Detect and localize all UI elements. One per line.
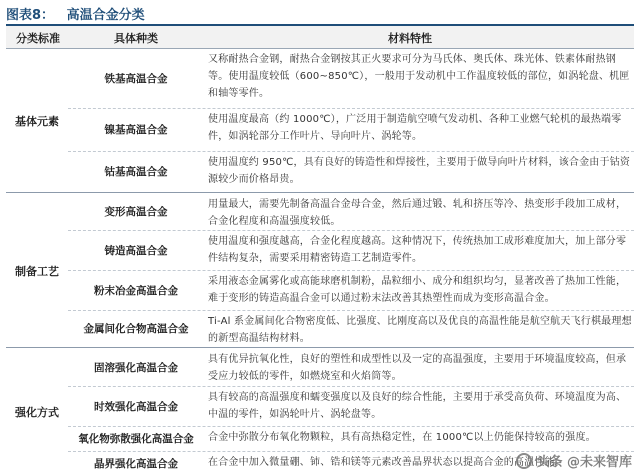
table-row (68, 108, 634, 152)
table-row (68, 426, 634, 452)
alloy-type: 镍基高温合金 (104, 124, 168, 136)
table-row (68, 230, 634, 271)
alloy-type: 固溶强化高温合金 (94, 361, 178, 374)
alloy-type: 铁基高温合金 (104, 72, 168, 85)
watermark (516, 451, 632, 470)
alloy-type: 氧化物弥散强化高温合金 (78, 433, 194, 445)
header-category: 分类标准 (16, 32, 60, 45)
alloy-properties: 使用温度和强度越高，合金化程度越高。这种情况下，传统热加工成形难度加大，加上部分零件结构复杂，需要采用精密铸造工艺制造零件。 (208, 236, 627, 264)
table-row (68, 310, 634, 347)
figure-title: 高温合金分类 (66, 8, 145, 23)
alloy-properties: Ti-Al 系金属间化合物密度低、比强度、比刚度高以及优良的高温性能是航空航天飞行棋最理想的新型高温结构材料。 (208, 316, 632, 344)
category-preparation: 制备工艺 (15, 264, 59, 278)
alloy-properties: 用量最大，需要先制备高温合金母合金，然后通过锻、轧和挤压等冷、热变形手段加工成材，合金化程度和高温强度较低。 (208, 199, 627, 227)
alloy-type: 晶界强化高温合金 (94, 458, 178, 470)
table-header (6, 26, 634, 49)
watermark-text: 头条 @未来智库 (536, 455, 632, 470)
alloy-properties: 合金中弥散分布氧化物颗粒，具有高热稳定性，在 1000℃以上仍能保持较高的强度。 (208, 432, 596, 443)
alloy-properties: 又称耐热合金钢，耐热合金钢按其正火要求可分为马氏体、奥氏体、珠光体、铁素体耐热钢等。使用温度较低（600~850℃），一般用于发动机中工作温度较低的部位，如涡轮盘、机匣和轴等零件。 (208, 54, 630, 99)
figure-number: 图表8： (6, 8, 55, 23)
alloy-properties: 使用温度最高（约 1000℃），广泛用于制造航空喷气发动机、各种工业燃气轮机的最热端零件，如涡轮部分工作叶片、导向叶片、涡轮等。 (208, 114, 622, 142)
category-strengthening: 强化方式 (15, 406, 59, 419)
table-row (68, 348, 634, 387)
watermark-logo-icon (516, 453, 532, 469)
alloy-properties: 具有优异抗氧化性，良好的塑性和成型性以及一定的高温强度，主要用于环境温度较高，但承受应力较低的零件，如燃烧室和火焰筒等。 (208, 354, 627, 382)
header-type: 具体种类 (114, 32, 158, 45)
category-base-element: 基体元素 (15, 114, 59, 128)
alloy-type: 铸造高温合金 (104, 244, 168, 257)
alloy-type: 钴基高温合金 (104, 166, 168, 178)
alloy-properties: 采用液态金属雾化或高能球磨机制粉，晶粒细小、成分和组织均匀，显著改善了热加工性能，难于变形的铸造高温合金可以通过粉末法改善其热塑性而成为变形高温合金。 (208, 276, 627, 304)
table-row (68, 193, 634, 231)
table-row (68, 270, 634, 311)
alloy-type: 变形高温合金 (104, 206, 168, 218)
table-row (68, 386, 634, 427)
table-row (68, 151, 634, 192)
alloy-type: 金属间化合物高温合金 (83, 323, 189, 335)
alloy-type: 时效强化高温合金 (94, 400, 178, 413)
header-properties: 材料特性 (388, 32, 432, 45)
figure-caption (6, 4, 145, 24)
alloy-properties: 使用温度约 950℃，具有良好的铸造性和焊接性，主要用于做导向叶片材料，该合金由于钴资源较少而价格昂贵。 (208, 157, 631, 185)
alloy-properties: 具有较高的高温强度和蠕变强度以及良好的综合性能，主要用于承受高负荷、环境温度为高、中温的零件，如涡轮叶片、涡轮盘等。 (208, 392, 627, 420)
alloy-properties: 在合金中加入微量硼、铈、锆和镁等元素改善晶界状态以提高合金的高温性能。 (208, 457, 565, 468)
table-row (68, 48, 634, 109)
alloy-type: 粉末冶金高温合金 (94, 284, 178, 297)
